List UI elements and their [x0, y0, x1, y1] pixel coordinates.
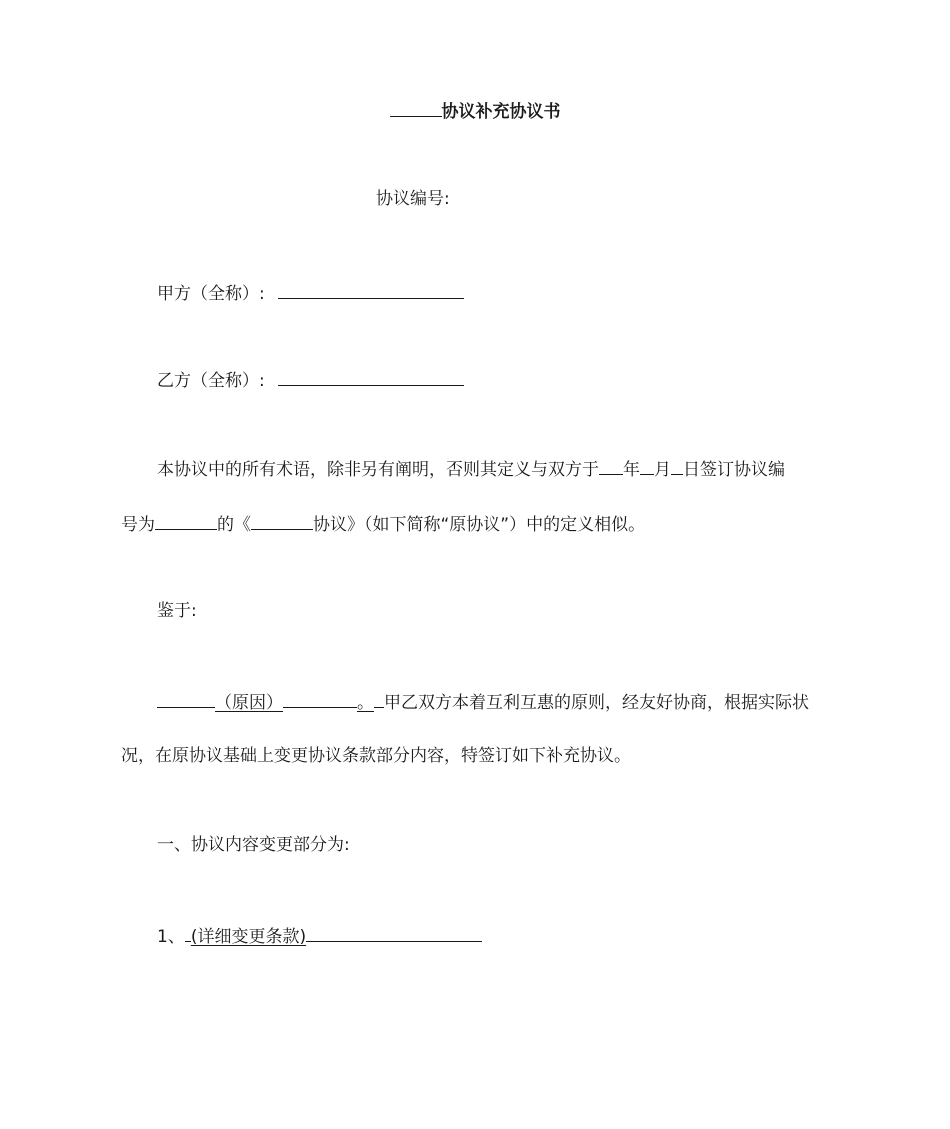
month-blank — [640, 456, 654, 475]
whereas-label: 鉴于: — [157, 601, 197, 621]
para1-line2-a: 号为 — [121, 515, 155, 535]
party-b-blank — [278, 367, 464, 386]
year-label: 年 — [623, 460, 640, 480]
title-blank — [390, 98, 442, 117]
party-a-blank — [278, 280, 464, 299]
para2-line2: 况，在原协议基础上变更协议条款部分内容，特签订如下补充协议。 — [121, 746, 631, 766]
reason-blank-left — [157, 689, 215, 708]
item1-number: 1、 — [157, 927, 185, 947]
para2-line1-rest: 甲乙双方本着互利互惠的原则，经友好协商，根据实际状 — [384, 693, 809, 713]
agreement-number-label: 协议编号: — [376, 189, 450, 209]
para1-line2-b: 的《 — [217, 515, 251, 535]
party-b-line — [157, 367, 464, 392]
document-title — [0, 98, 950, 123]
para1-line1 — [157, 456, 785, 481]
day-blank — [671, 456, 683, 475]
title-text: 协议补充协议书 — [441, 102, 561, 122]
party-b-label: 乙方（全称）: — [157, 371, 265, 391]
month-label: 月 — [654, 460, 671, 480]
reason-gap — [374, 689, 384, 708]
party-a-line — [157, 280, 464, 305]
item1-trailing-blank — [306, 923, 482, 942]
item1-placeholder: (详细变更条款) — [190, 927, 307, 947]
party-a-label: 甲方（全称）: — [157, 284, 265, 304]
item1-line — [157, 923, 482, 948]
year-blank — [599, 456, 623, 475]
reason-period: 。 — [357, 693, 374, 713]
para1-line1-b: 日签订协议编 — [683, 460, 785, 480]
para1-line2-c: 协议》（如下简称“原协议”）中的定义相似。 — [313, 515, 646, 535]
original-name-blank — [251, 511, 313, 530]
para2-line1 — [157, 689, 809, 714]
reason-blank-right — [283, 689, 357, 708]
reason-placeholder: （原因） — [215, 693, 283, 713]
original-number-blank — [155, 511, 217, 530]
section1-heading: 一、协议内容变更部分为: — [157, 835, 350, 855]
para1-line1-a: 本协议中的所有术语，除非另有阐明，否则其定义与双方于 — [157, 460, 599, 480]
para1-line2 — [121, 511, 645, 536]
